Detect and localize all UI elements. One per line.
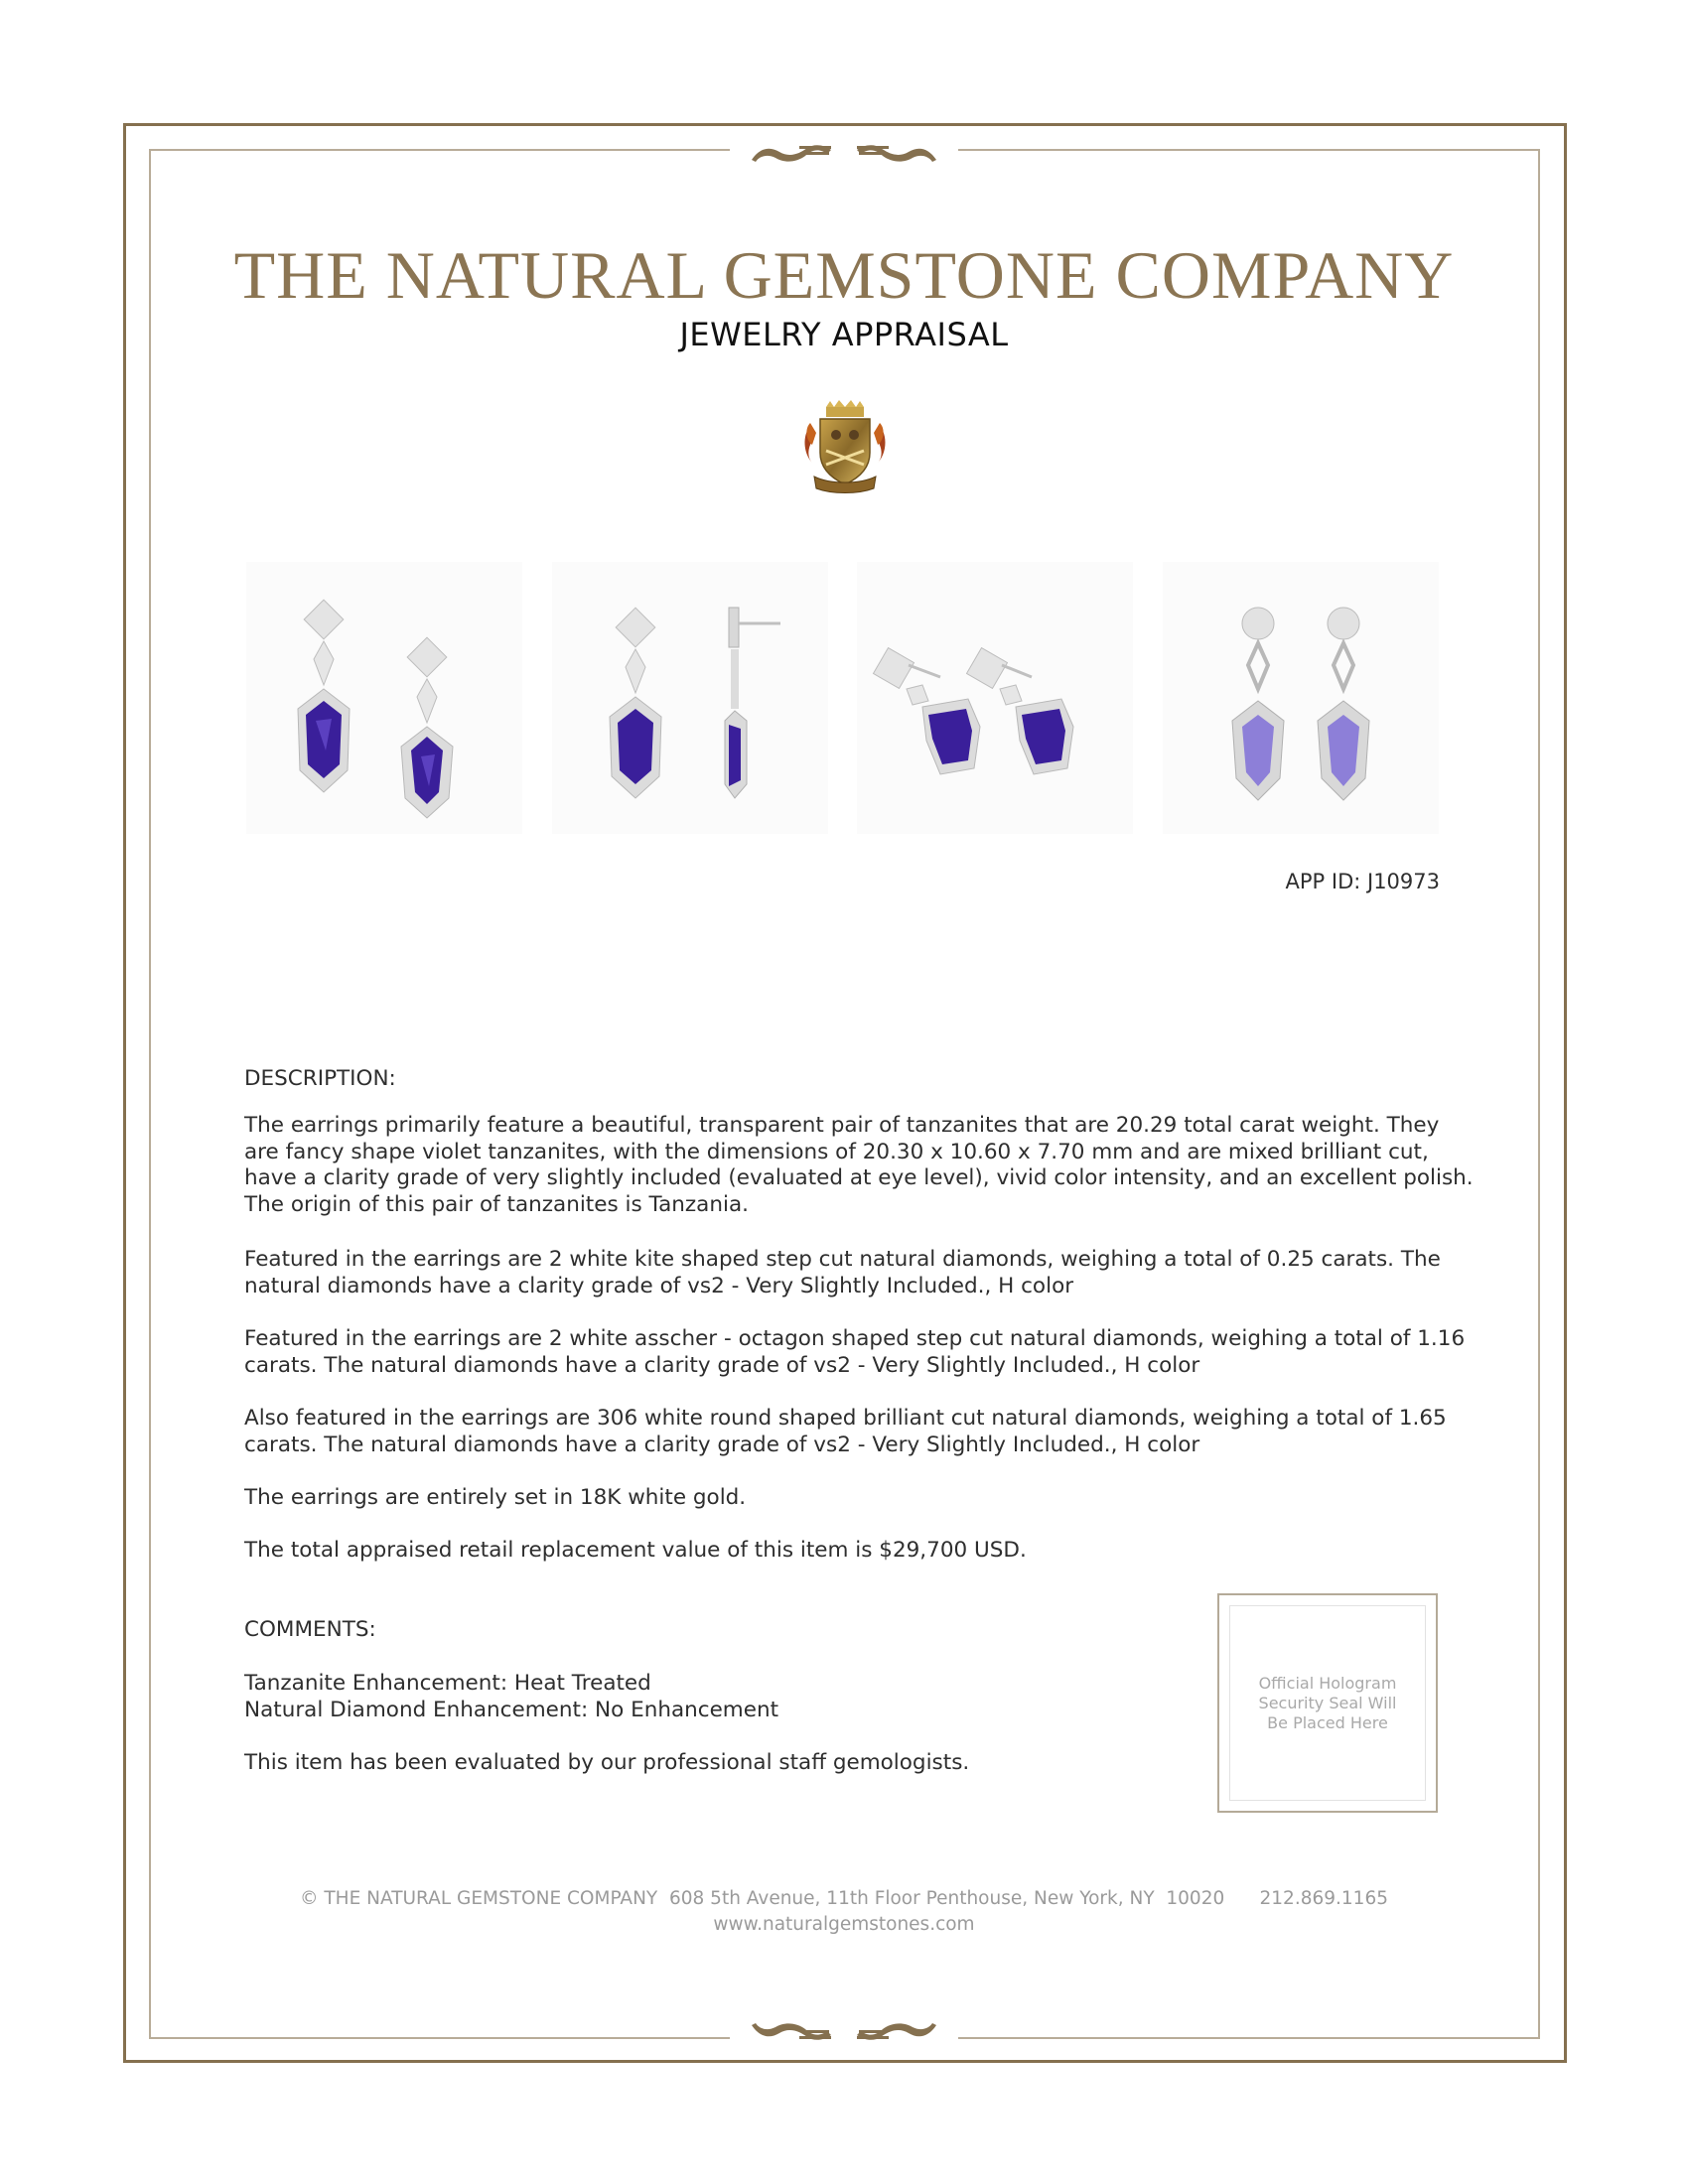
earring-back-illustration-icon (1163, 562, 1439, 834)
earring-photo-angled (857, 562, 1133, 834)
earring-front-pair-illustration-icon (246, 562, 522, 834)
footer-address: © THE NATURAL GEMSTONE COMPANY 608 5th Avenue, 11th Floor Penthouse, New York, NY 10020 212.869.1165 (300, 1888, 1388, 1909)
earring-front-side-illustration-icon (552, 562, 828, 834)
footer-website-link[interactable]: www.naturalgemstones.com (713, 1914, 975, 1935)
comment-closing-statement: This item has been evaluated by our professional staff gemologists. (244, 1750, 970, 1775)
description-paragraph-round-diamonds: Also featured in the earrings are 306 white round shaped brilliant cut natural diamonds, weighing a total of 1.65 carats. The natural diamonds have a clarity grade of vs2 - Very Slightly Included., H color (244, 1406, 1447, 1457)
hologram-seal-inner-box (1229, 1605, 1426, 1801)
description-paragraph-value: The total appraised retail replacement value of this item is $29,700 USD. (244, 1538, 1027, 1563)
document-type-heading: JEWELRY APPRAISAL (679, 316, 1009, 353)
comment-tanzanite-enhancement: Tanzanite Enhancement: Heat Treated (244, 1671, 651, 1696)
description-label: DESCRIPTION: (244, 1066, 396, 1091)
top-flourish-ornament-icon (750, 130, 938, 170)
earring-photo-front-side (552, 562, 828, 834)
appraisal-id: APP ID: J10973 (1285, 870, 1440, 893)
description-paragraph-tanzanite: The earrings primarily feature a beautiful, transparent pair of tanzanites that are 20.29 total carat weight. They are fancy shape violet tanzanites, with the dimensions of 20.30 x 10.60 x 7.70 mm and are mixed brilliant cut, have a clarity grade of very slightly included (evaluated at eye level), vivid color intensity, and an excellent polish. The origin of this pair of tanzanites is Tanzania. (244, 1113, 1474, 1217)
description-paragraph-metal: The earrings are entirely set in 18K white gold. (244, 1485, 747, 1510)
comment-diamond-enhancement: Natural Diamond Enhancement: No Enhancement (244, 1698, 779, 1722)
earring-angled-illustration-icon (857, 562, 1133, 834)
earring-photo-front-pair (246, 562, 522, 834)
comments-label: COMMENTS: (244, 1617, 376, 1642)
hologram-seal-text (1259, 1674, 1397, 1733)
description-paragraph-kite-diamonds: Featured in the earrings are 2 white kite shaped step cut natural diamonds, weighing a total of 0.25 carats. The natural diamonds have a clarity grade of vs2 - Very Slightly Included., H color (244, 1247, 1441, 1298)
hologram-seal-placeholder (1217, 1593, 1438, 1813)
seal-text-line-1: Official Hologram (1258, 1673, 1397, 1693)
company-crest-logo-icon (802, 399, 888, 494)
company-name-title: THE NATURAL GEMSTONE COMPANY (233, 237, 1455, 313)
seal-text-line-3: Be Placed Here (1267, 1712, 1388, 1732)
bottom-flourish-ornament-icon (750, 2015, 938, 2055)
description-paragraph-asscher-diamonds: Featured in the earrings are 2 white asscher - octagon shaped step cut natural diamonds, weighing a total of 1.16 carats. The natural diamonds have a clarity grade of vs2 - Very Slightly Included., H color (244, 1326, 1466, 1378)
earring-photo-back (1163, 562, 1439, 834)
seal-text-line-2: Security Seal Will (1258, 1693, 1397, 1712)
